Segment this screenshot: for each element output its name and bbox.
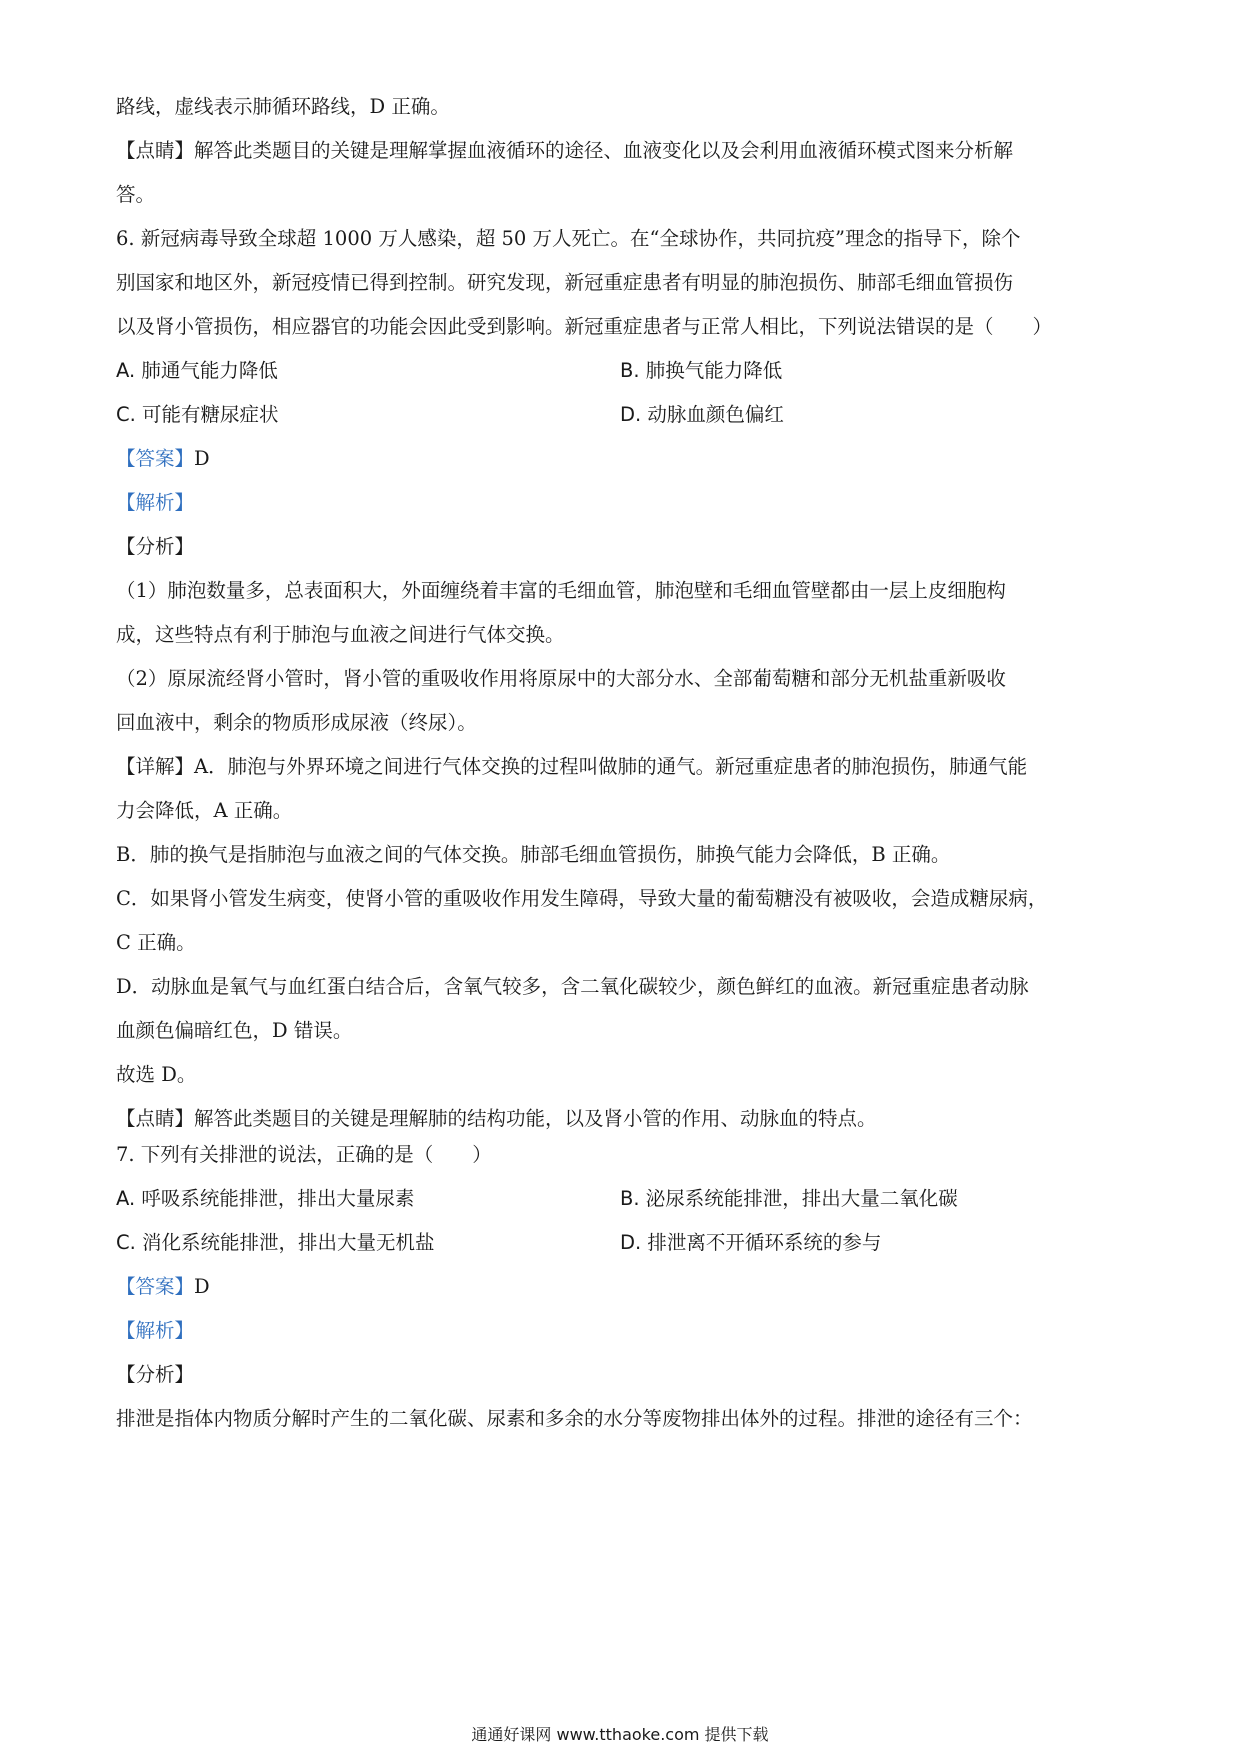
answer-value: D xyxy=(194,447,210,470)
question-6-text: 以及肾小管损伤，相应器官的功能会因此受到影响。新冠重症患者与正常人相比，下列说法错误的是（ ） xyxy=(116,315,1053,338)
footer-source: 通通好课网 www.tthaoke.com 提供下载 xyxy=(471,1725,769,1744)
q6-option-d: D. 动脉血颜色偏红 xyxy=(620,403,784,426)
text-line: 答。 xyxy=(116,183,156,206)
text-line: （1）肺泡数量多，总表面积大，外面缠绕着丰富的毛细血管，肺泡壁和毛细血管壁都由一层上皮细胞构 xyxy=(116,579,1006,602)
q7-analysis-label: 【解析】 xyxy=(116,1319,195,1342)
q6-option-b: B. 肺换气能力降低 xyxy=(620,359,783,382)
question-7-text: 7. 下列有关排泄的说法，正确的是（ ） xyxy=(116,1143,492,1166)
text-line: 【点睛】解答此类题目的关键是理解肺的结构功能，以及肾小管的作用、动脉血的特点。 xyxy=(116,1107,877,1130)
text-line: 故选 D。 xyxy=(116,1063,197,1086)
text-line: 【详解】A．肺泡与外界环境之间进行气体交换的过程叫做肺的通气。新冠重症患者的肺泡损伤，肺通气能 xyxy=(116,755,1028,778)
question-6-text: 别国家和地区外，新冠疫情已得到控制。研究发现，新冠重症患者有明显的肺泡损伤、肺部毛细血管损伤 xyxy=(116,271,1014,294)
q6-option-a: A. 肺通气能力降低 xyxy=(116,359,278,382)
q7-answer xyxy=(116,1272,210,1302)
q6-analysis-label: 【解析】 xyxy=(116,491,195,514)
q7-option-d: D. 排泄离不开循环系统的参与 xyxy=(620,1231,882,1254)
text-line: B．肺的换气是指肺泡与血液之间的气体交换。肺部毛细血管损伤，肺换气能力会降低，B 正确。 xyxy=(116,843,951,866)
text-line: 【点睛】解答此类题目的关键是理解掌握血液循环的途径、血液变化以及会利用血液循环模式图来分析解 xyxy=(116,139,1014,162)
text-line: 血颜色偏暗红色，D 错误。 xyxy=(116,1019,353,1042)
question-6-text: 6. 新冠病毒导致全球超 1000 万人感染，超 50 万人死亡。在“全球协作，共同抗疫”理念的指导下，除个 xyxy=(116,227,1021,250)
q7-option-c: C. 消化系统能排泄，排出大量无机盐 xyxy=(116,1231,435,1254)
q7-fenxi-label: 【分析】 xyxy=(116,1363,195,1386)
text-line: 排泄是指体内物质分解时产生的二氧化碳、尿素和多余的水分等废物排出体外的过程。排泄的途径有三个： xyxy=(116,1407,1033,1430)
q7-option-a: A. 呼吸系统能排泄，排出大量尿素 xyxy=(116,1187,415,1210)
text-line: 力会降低，A 正确。 xyxy=(116,799,293,822)
text-line: 成，这些特点有利于肺泡与血液之间进行气体交换。 xyxy=(116,623,565,646)
answer-label: 【答案】 xyxy=(116,447,195,470)
text-line: （2）原尿流经肾小管时，肾小管的重吸收作用将原尿中的大部分水、全部葡萄糖和部分无机盐重新吸收 xyxy=(116,667,1006,690)
text-line: 回血液中，剩余的物质形成尿液（终尿）。 xyxy=(116,711,477,734)
text-line: 路线，虚线表示肺循环路线，D 正确。 xyxy=(116,95,450,118)
q6-fenxi-label: 【分析】 xyxy=(116,535,195,558)
answer-value: D xyxy=(194,1275,210,1298)
q7-option-b: B. 泌尿系统能排泄，排出大量二氧化碳 xyxy=(620,1187,958,1210)
text-line: C．如果肾小管发生病变，使肾小管的重吸收作用发生障碍，导致大量的葡萄糖没有被吸收，会造成糖尿病， xyxy=(116,887,1048,910)
text-line: C 正确。 xyxy=(116,931,196,954)
q6-option-c: C. 可能有糖尿症状 xyxy=(116,403,279,426)
answer-label: 【答案】 xyxy=(116,1275,195,1298)
q6-answer xyxy=(116,444,210,474)
text-line: D．动脉血是氧气与血红蛋白结合后，含氧气较多，含二氧化碳较少，颜色鲜红的血液。新冠重症患者动脉 xyxy=(116,975,1029,998)
